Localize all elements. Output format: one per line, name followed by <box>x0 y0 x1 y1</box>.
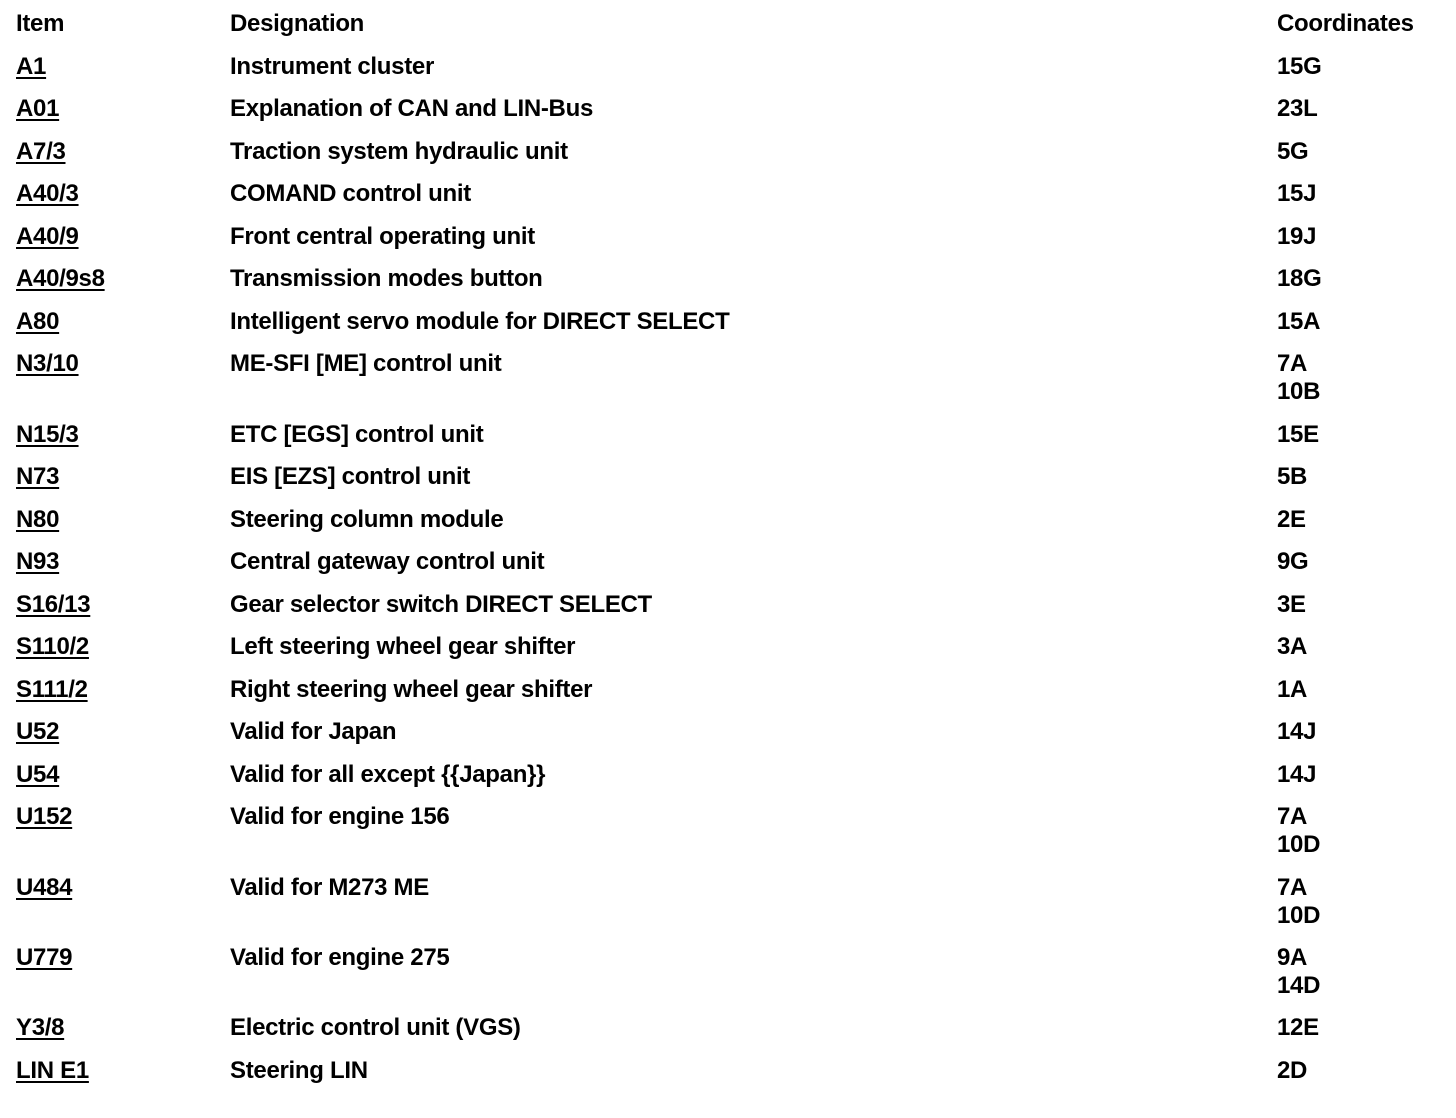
column-header-item: Item <box>16 10 65 37</box>
coordinate-value: 15A <box>1277 308 1321 335</box>
item-link[interactable]: N73 <box>16 463 60 490</box>
column-header-designation: Designation <box>230 10 365 37</box>
coordinate-value: 12E <box>1277 1014 1319 1041</box>
coordinate-value: 10D <box>1277 831 1321 858</box>
designation-text: Valid for M273 ME <box>230 874 429 901</box>
coordinate-value: 15E <box>1277 421 1319 448</box>
item-link[interactable]: A01 <box>16 95 60 122</box>
item-link[interactable]: S110/2 <box>16 633 89 660</box>
coordinate-value: 23L <box>1277 95 1318 122</box>
item-link[interactable]: N15/3 <box>16 421 79 448</box>
coordinates-cell <box>1277 223 1316 251</box>
coordinates-cell <box>1277 265 1321 293</box>
coordinates-cell <box>1277 548 1308 576</box>
coordinate-value: 3A <box>1277 633 1308 660</box>
designation-text: Gear selector switch DIRECT SELECT <box>230 591 652 618</box>
coordinate-value: 2D <box>1277 1057 1308 1084</box>
coordinate-value: 5G <box>1277 138 1309 165</box>
item-link[interactable]: S111/2 <box>16 676 88 703</box>
designation-text: Right steering wheel gear shifter <box>230 676 593 703</box>
designation-text: Front central operating unit <box>230 223 535 250</box>
item-link[interactable]: N93 <box>16 548 60 575</box>
designation-text: Explanation of CAN and LIN-Bus <box>230 95 594 122</box>
coordinate-value: 18G <box>1277 265 1322 292</box>
coordinates-cell <box>1277 421 1319 449</box>
item-link[interactable]: A40/9s8 <box>16 265 105 292</box>
item-link[interactable]: S16/13 <box>16 591 91 618</box>
coordinates-cell <box>1277 506 1306 534</box>
coordinates-cell <box>1277 591 1306 619</box>
designation-text: Left steering wheel gear shifter <box>230 633 576 660</box>
column-header-coordinates: Coordinates <box>1277 10 1414 37</box>
item-link[interactable]: Y3/8 <box>16 1014 65 1041</box>
item-link[interactable]: U152 <box>16 803 73 830</box>
item-link[interactable]: A40/3 <box>16 180 79 207</box>
designation-text: ME-SFI [ME] control unit <box>230 350 502 377</box>
item-link[interactable]: A7/3 <box>16 138 66 165</box>
designation-text: COMAND control unit <box>230 180 471 207</box>
designation-text: Intelligent servo module for DIRECT SELECT <box>230 308 730 335</box>
designation-text: ETC [EGS] control unit <box>230 421 484 448</box>
designation-text: Valid for all except {{Japan}} <box>230 761 546 788</box>
coordinate-value: 7A <box>1277 874 1308 901</box>
coordinates-cell <box>1277 803 1320 859</box>
item-link[interactable]: U52 <box>16 718 60 745</box>
coordinate-value: 9G <box>1277 548 1309 575</box>
item-link[interactable]: U779 <box>16 944 73 971</box>
coordinates-cell <box>1277 95 1317 123</box>
designation-text: Electric control unit (VGS) <box>230 1014 521 1041</box>
designation-text: Transmission modes button <box>230 265 543 292</box>
coordinate-value: 10D <box>1277 902 1321 929</box>
designation-text: Valid for engine 275 <box>230 944 450 971</box>
item-link[interactable]: N80 <box>16 506 60 533</box>
coordinates-cell <box>1277 1014 1319 1042</box>
designation-text: Traction system hydraulic unit <box>230 138 568 165</box>
item-link[interactable]: N3/10 <box>16 350 79 377</box>
coordinate-value: 9A <box>1277 944 1308 971</box>
coordinate-value: 2E <box>1277 506 1306 533</box>
item-link[interactable]: U54 <box>16 761 60 788</box>
coordinates-cell <box>1277 350 1320 406</box>
coordinates-cell <box>1277 308 1320 336</box>
coordinates-cell <box>1277 761 1316 789</box>
designation-text: Central gateway control unit <box>230 548 545 575</box>
coordinate-value: 19J <box>1277 223 1317 250</box>
coordinates-cell <box>1277 53 1321 81</box>
coordinate-value: 5B <box>1277 463 1308 490</box>
designation-text: Valid for Japan <box>230 718 397 745</box>
item-link[interactable]: U484 <box>16 874 73 901</box>
coordinate-value: 14J <box>1277 718 1317 745</box>
coordinates-cell <box>1277 676 1307 704</box>
coordinates-cell <box>1277 180 1316 208</box>
designation-text: Instrument cluster <box>230 53 434 80</box>
coordinates-cell <box>1277 138 1308 166</box>
coordinate-value: 3E <box>1277 591 1306 618</box>
item-link[interactable]: LIN E1 <box>16 1057 89 1084</box>
coordinate-value: 14J <box>1277 761 1317 788</box>
coordinates-cell <box>1277 874 1320 930</box>
coordinate-value: 7A <box>1277 803 1308 830</box>
coordinate-value: 15G <box>1277 53 1322 80</box>
designation-text: Steering LIN <box>230 1057 368 1084</box>
designation-text: Valid for engine 156 <box>230 803 450 830</box>
coordinates-cell <box>1277 1057 1307 1085</box>
coordinate-value: 10B <box>1277 378 1321 405</box>
coordinates-cell <box>1277 463 1307 491</box>
coordinate-value: 14D <box>1277 972 1321 999</box>
coordinate-value: 7A <box>1277 350 1308 377</box>
coordinate-value: 15J <box>1277 180 1317 207</box>
designation-text: EIS [EZS] control unit <box>230 463 471 490</box>
designation-text: Steering column module <box>230 506 504 533</box>
item-link[interactable]: A1 <box>16 53 47 80</box>
item-link[interactable]: A80 <box>16 308 60 335</box>
coordinates-cell <box>1277 633 1307 661</box>
coordinates-cell <box>1277 944 1320 1000</box>
coordinates-cell <box>1277 718 1316 746</box>
item-link[interactable]: A40/9 <box>16 223 79 250</box>
coordinate-value: 1A <box>1277 676 1308 703</box>
